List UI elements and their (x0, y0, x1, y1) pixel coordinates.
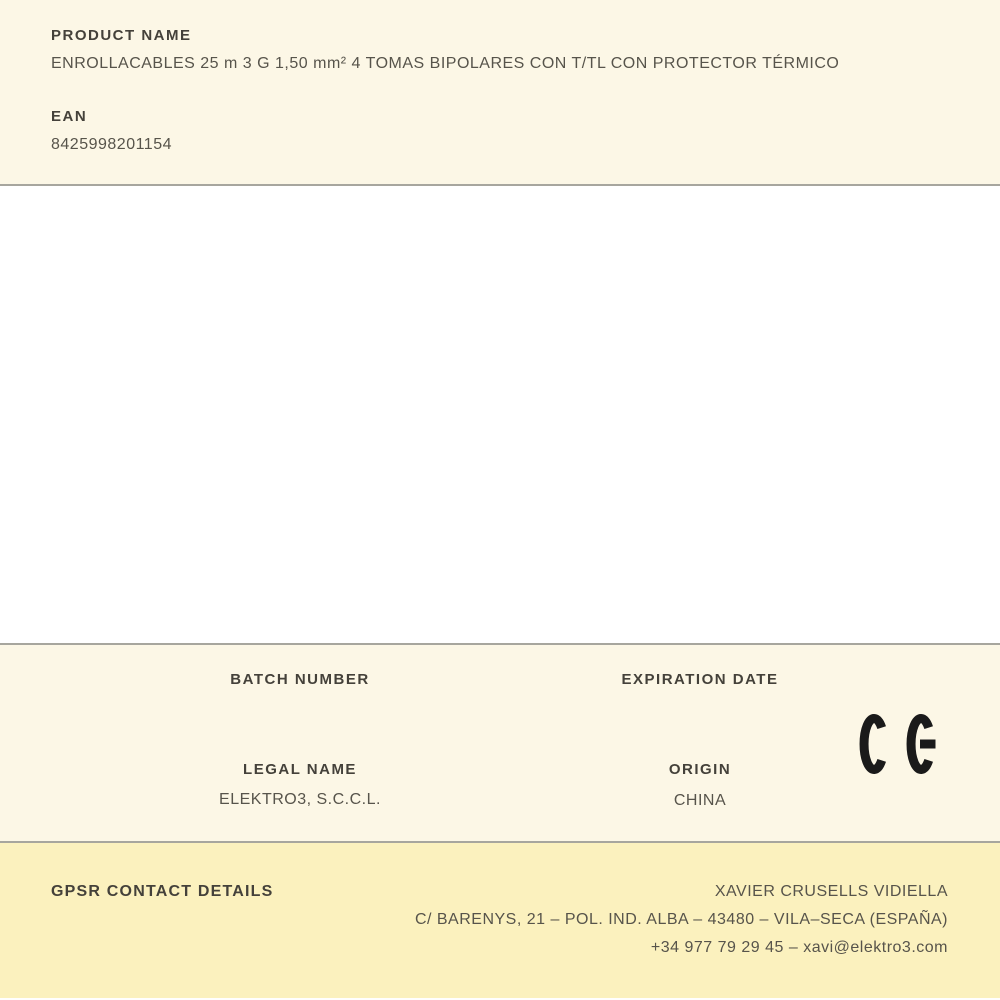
legal-name-label: LEGAL NAME (243, 761, 357, 778)
batch-legal-section (0, 645, 1000, 841)
gpsr-contact-section (0, 843, 1000, 998)
contact-person-name: XAVIER CRUSELLS VIDIELLA (714, 883, 948, 900)
ce-mark-icon (856, 709, 944, 779)
gpsr-contact-label: GPSR CONTACT DETAILS (51, 883, 274, 900)
product-image-area (0, 186, 1000, 643)
gpsr-contact-lines (415, 883, 948, 956)
ean-value: 8425998201154 (51, 136, 172, 153)
ean-block (51, 109, 949, 154)
product-name-label: PRODUCT NAME (51, 27, 192, 44)
origin-label: ORIGIN (668, 761, 732, 778)
batch-number-label: BATCH NUMBER (230, 671, 370, 688)
contact-address: C/ BARENYS, 21 – POL. IND. ALBA – 43480 – VILA–SECA (ESPAÑA) (414, 911, 948, 928)
product-info-section (0, 0, 1000, 184)
product-name-value: ENROLLACABLES 25 m 3 G 1,50 mm² 4 TOMAS BIPOLARES CON T/TL CON PROTECTOR TÉRMICO (51, 55, 840, 72)
origin-value: CHINA (673, 792, 727, 809)
expiration-date-label: EXPIRATION DATE (621, 671, 779, 688)
contact-phone-email: +34 977 79 29 45 – xavi@elektro3.com (650, 939, 948, 956)
ean-label: EAN (51, 108, 88, 125)
legal-name-value: ELEKTRO3, S.C.C.L. (219, 791, 381, 808)
